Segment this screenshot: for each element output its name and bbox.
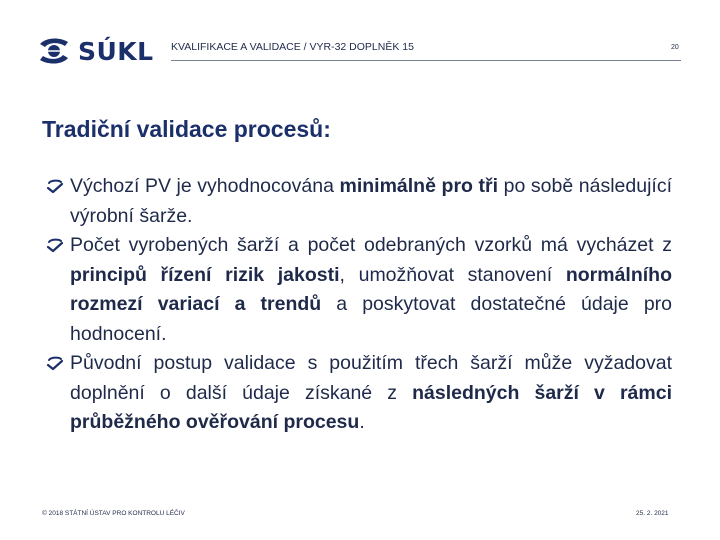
bullet-icon [46,179,64,195]
bullet-text: po sobě následující výrobní šarže. [70,175,672,227]
bullet-text-bold: následných šarží v rámci průběžného ověřování procesu [70,381,672,433]
bullet-icon [46,356,64,372]
bullet-item [46,349,672,438]
bullet-item [46,172,672,231]
bullet-text: Původní postup validace s použitím třech šarží může vyžadovat doplnění o další údaje získané z [70,352,672,404]
slide-heading: Tradiční validace procesů: [42,116,331,142]
page-number: 20 [671,44,679,51]
sukl-logo-icon [36,36,72,66]
bullet-text: , umožňovat stanovení [339,263,566,286]
header-divider [171,60,681,61]
footer-copyright: © 2018 STÁTNÍ ÚSTAV PRO KONTROLU LÉČIV [42,510,185,517]
bullet-text: Počet vyrobených šarží a počet odebraných vzorků má vycházet z [70,234,672,256]
bullet-text-bold: normálního rozmezí variací a trendů [70,263,672,315]
bullet-item [46,231,672,349]
sukl-logo [36,34,154,68]
bullet-list [46,172,672,438]
bullet-text: a poskytovat dostatečné údaje pro hodnocení. [70,293,672,345]
header-title: KVALIFIKACE A VALIDACE / VYR-32 DOPLNĚK 15 [171,41,414,53]
bullet-text: . [359,411,365,433]
bullet-icon [46,238,64,254]
footer-date: 25. 2. 2021 [636,510,669,517]
bullet-text-bold: minimálně pro tři [339,175,499,197]
logo-text: SÚKL [78,36,154,66]
bullet-text-bold: principů řízení rizik jakosti [70,263,340,286]
bullet-text: Výchozí PV je vyhodnocována [70,175,340,197]
